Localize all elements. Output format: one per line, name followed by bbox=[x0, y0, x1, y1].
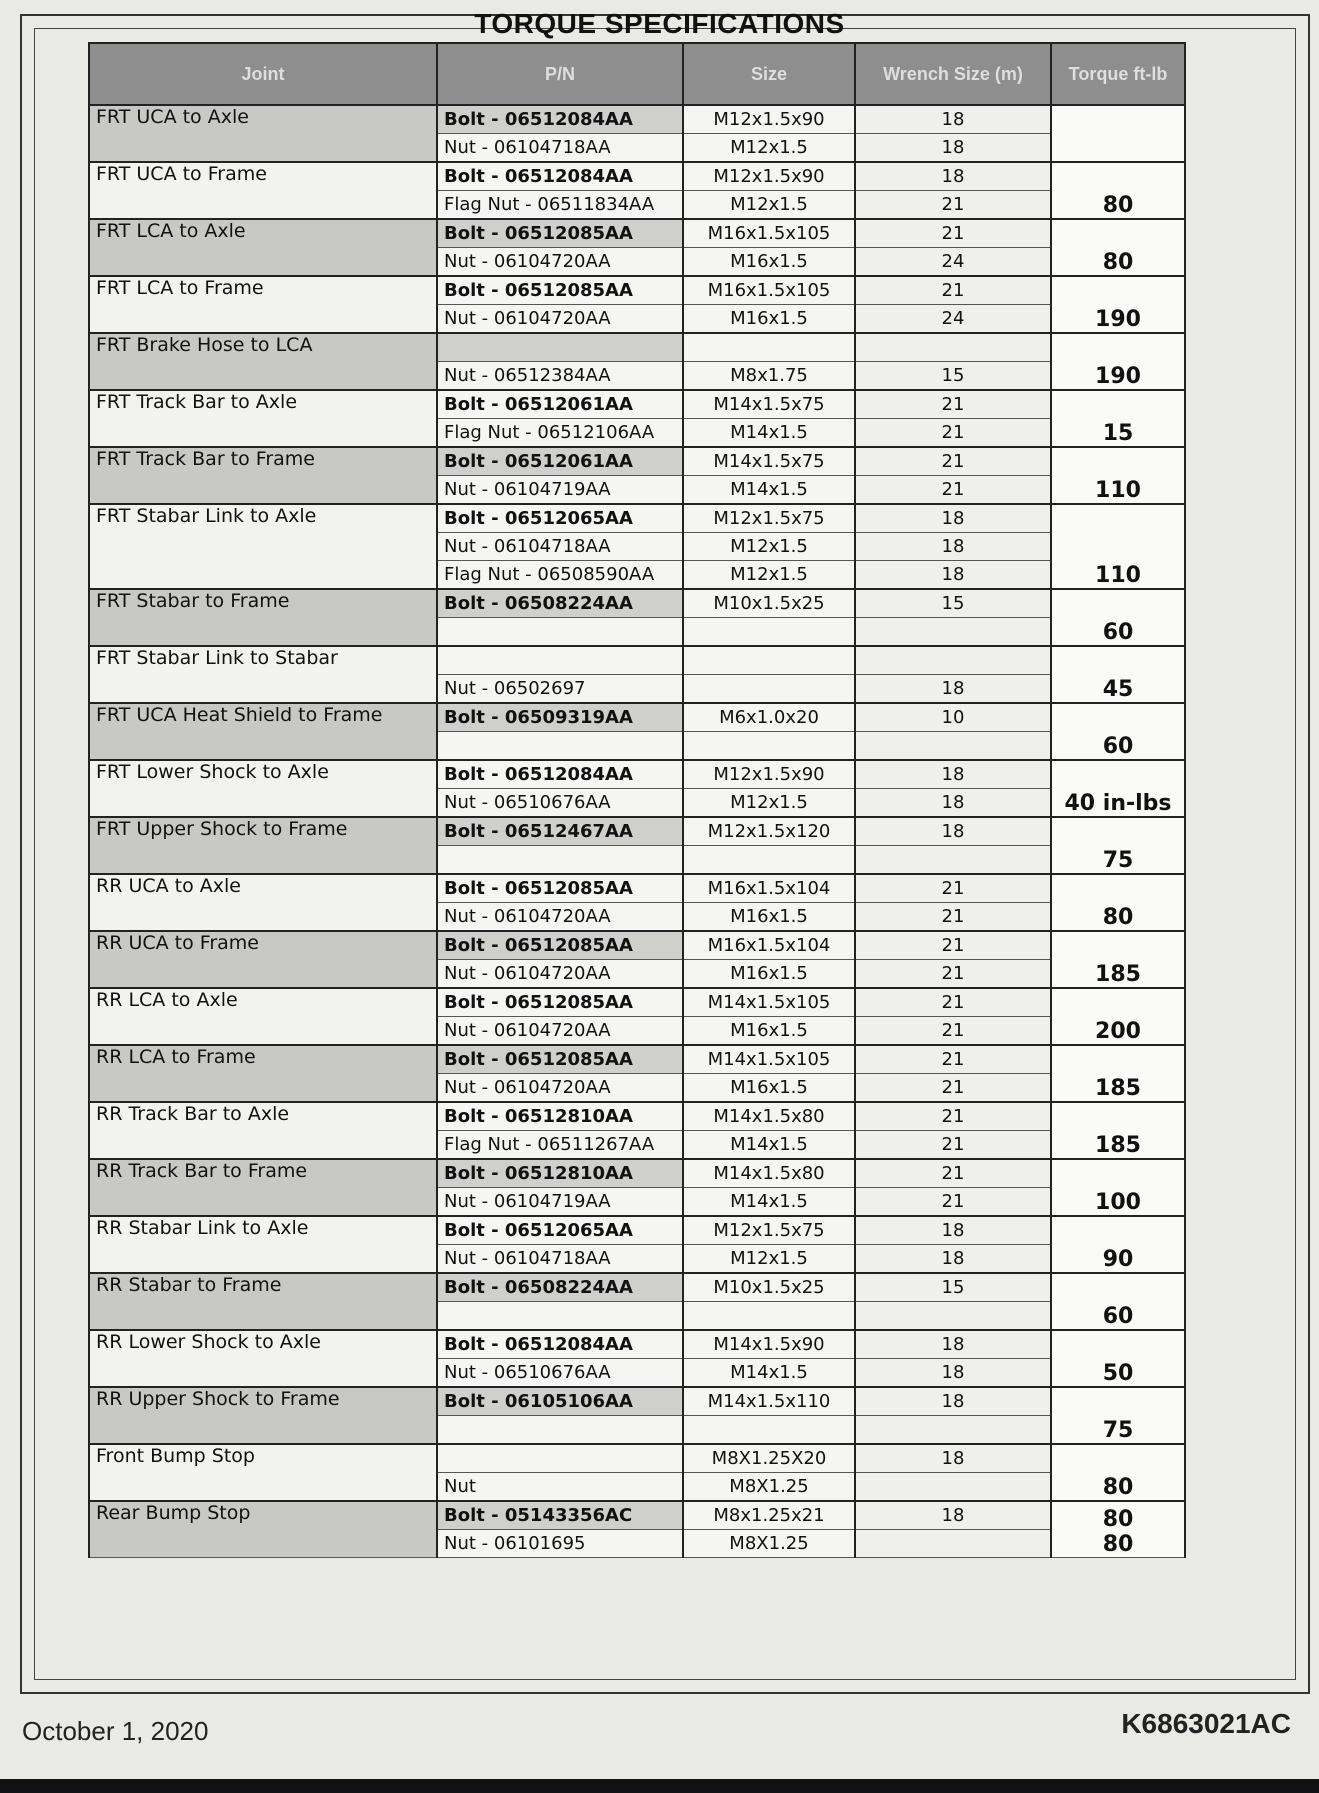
wrench-size: 18 bbox=[855, 162, 1051, 191]
wrench-size: 21 bbox=[855, 1074, 1051, 1103]
final-torque-value: 80 bbox=[1102, 1532, 1134, 1557]
wrench-size: 21 bbox=[855, 1159, 1051, 1188]
wrench-size bbox=[855, 1302, 1051, 1331]
part-number: Bolt - 06512467AA bbox=[437, 817, 683, 846]
fastener-size: M16x1.5 bbox=[683, 305, 855, 334]
wrench-size bbox=[855, 333, 1051, 362]
header-torque: Torque ft-lb bbox=[1051, 43, 1185, 105]
wrench-size bbox=[855, 646, 1051, 675]
part-number: Bolt - 06512085AA bbox=[437, 276, 683, 305]
wrench-size: 21 bbox=[855, 476, 1051, 505]
joint-name: FRT Brake Hose to LCA bbox=[89, 333, 437, 390]
wrench-size: 24 bbox=[855, 305, 1051, 334]
fastener-size: M16x1.5x105 bbox=[683, 276, 855, 305]
joint-name: RR LCA to Frame bbox=[89, 1045, 437, 1102]
torque-value: 80 bbox=[1051, 1444, 1185, 1501]
part-number: Bolt - 06512084AA bbox=[437, 105, 683, 134]
footer-date: October 1, 2020 bbox=[22, 1716, 209, 1746]
table-row bbox=[89, 988, 1185, 1017]
joint-name: RR Stabar Link to Axle bbox=[89, 1216, 437, 1273]
part-number: Nut - 06104718AA bbox=[437, 533, 683, 561]
wrench-size: 18 bbox=[855, 760, 1051, 789]
torque-value: 110 bbox=[1051, 447, 1185, 504]
fastener-size: M8x1.25x21 bbox=[683, 1501, 855, 1530]
fastener-size bbox=[683, 618, 855, 647]
fastener-size: M12x1.5x120 bbox=[683, 817, 855, 846]
wrench-size: 18 bbox=[855, 533, 1051, 561]
part-number: Bolt - 06512085AA bbox=[437, 931, 683, 960]
fastener-size: M16x1.5 bbox=[683, 248, 855, 277]
part-number: Bolt - 06512810AA bbox=[437, 1159, 683, 1188]
fastener-size: M16x1.5 bbox=[683, 903, 855, 932]
table-row bbox=[89, 1387, 1185, 1416]
joint-name: RR Upper Shock to Frame bbox=[89, 1387, 437, 1444]
fastener-size: M16x1.5x104 bbox=[683, 874, 855, 903]
wrench-size bbox=[855, 846, 1051, 875]
table-row bbox=[89, 1273, 1185, 1302]
part-number: Nut - 06502697 bbox=[437, 675, 683, 704]
torque-value: 80 bbox=[1051, 219, 1185, 276]
torque-value: 40 in-lbs bbox=[1051, 760, 1185, 817]
wrench-size: 21 bbox=[855, 988, 1051, 1017]
part-number: Nut - 06104720AA bbox=[437, 248, 683, 277]
wrench-size: 18 bbox=[855, 105, 1051, 134]
torque-value: 110 bbox=[1051, 504, 1185, 589]
fastener-size: M12x1.5 bbox=[683, 533, 855, 561]
header-row bbox=[89, 43, 1185, 105]
part-number bbox=[437, 333, 683, 362]
part-number: Bolt - 06512085AA bbox=[437, 874, 683, 903]
joint-name: RR Stabar to Frame bbox=[89, 1273, 437, 1330]
wrench-size: 21 bbox=[855, 276, 1051, 305]
table-row bbox=[89, 1045, 1185, 1074]
fastener-size: M14x1.5x105 bbox=[683, 988, 855, 1017]
table-body bbox=[89, 105, 1185, 1558]
part-number: Bolt - 06512084AA bbox=[437, 1330, 683, 1359]
wrench-size: 18 bbox=[855, 817, 1051, 846]
part-number: Bolt - 06508224AA bbox=[437, 1273, 683, 1302]
torque-value: 200 bbox=[1051, 988, 1185, 1045]
wrench-size: 21 bbox=[855, 1102, 1051, 1131]
part-number: Bolt - 06512065AA bbox=[437, 1216, 683, 1245]
part-number: Bolt - 05143356AC bbox=[437, 1501, 683, 1530]
fastener-size: M6x1.0x20 bbox=[683, 703, 855, 732]
wrench-size: 24 bbox=[855, 248, 1051, 277]
table-row bbox=[89, 1216, 1185, 1245]
part-number: Flag Nut - 06511267AA bbox=[437, 1131, 683, 1160]
part-number: Nut - 06104719AA bbox=[437, 476, 683, 505]
wrench-size: 21 bbox=[855, 390, 1051, 419]
fastener-size: M10x1.5x25 bbox=[683, 1273, 855, 1302]
part-number bbox=[437, 1416, 683, 1445]
joint-name: RR Lower Shock to Axle bbox=[89, 1330, 437, 1387]
fastener-size: M16x1.5x105 bbox=[683, 219, 855, 248]
wrench-size: 18 bbox=[855, 789, 1051, 818]
torque-value: 15 bbox=[1051, 390, 1185, 447]
fastener-size: M14x1.5x75 bbox=[683, 447, 855, 476]
fastener-size bbox=[683, 1416, 855, 1445]
fastener-size: M12x1.5 bbox=[683, 191, 855, 220]
table-row bbox=[89, 589, 1185, 618]
fastener-size bbox=[683, 1302, 855, 1331]
part-number: Bolt - 06105106AA bbox=[437, 1387, 683, 1416]
fastener-size bbox=[683, 732, 855, 761]
table-row bbox=[89, 1330, 1185, 1359]
torque-value: 75 bbox=[1051, 1387, 1185, 1444]
fastener-size: M8X1.25 bbox=[683, 1473, 855, 1502]
part-number: Nut - 06104720AA bbox=[437, 903, 683, 932]
torque-value: 185 bbox=[1051, 1045, 1185, 1102]
wrench-size: 15 bbox=[855, 589, 1051, 618]
wrench-size: 21 bbox=[855, 903, 1051, 932]
torque-value: 60 bbox=[1051, 589, 1185, 646]
fastener-size: M14x1.5x105 bbox=[683, 1045, 855, 1074]
wrench-size bbox=[855, 1473, 1051, 1502]
fastener-size: M14x1.5 bbox=[683, 419, 855, 448]
wrench-size: 18 bbox=[855, 675, 1051, 704]
fastener-size: M14x1.5x80 bbox=[683, 1159, 855, 1188]
torque-table bbox=[88, 42, 1186, 1558]
fastener-size: M12x1.5x90 bbox=[683, 105, 855, 134]
part-number: Nut - 06104720AA bbox=[437, 1074, 683, 1103]
page-title: TORQUE SPECIFICATIONS bbox=[474, 8, 845, 39]
part-number: Bolt - 06512810AA bbox=[437, 1102, 683, 1131]
header-pn: P/N bbox=[437, 43, 683, 105]
joint-name: FRT Lower Shock to Axle bbox=[89, 760, 437, 817]
fastener-size: M12x1.5 bbox=[683, 561, 855, 590]
torque-value: 100 bbox=[1051, 1159, 1185, 1216]
torque-value bbox=[1051, 105, 1185, 162]
wrench-size: 21 bbox=[855, 931, 1051, 960]
joint-name: RR UCA to Axle bbox=[89, 874, 437, 931]
part-number: Nut - 06512384AA bbox=[437, 362, 683, 391]
torque-value: 90 bbox=[1051, 1216, 1185, 1273]
wrench-size bbox=[855, 1416, 1051, 1445]
fastener-size: M12x1.5 bbox=[683, 1245, 855, 1274]
wrench-size: 15 bbox=[855, 362, 1051, 391]
part-number: Nut - 06104720AA bbox=[437, 960, 683, 989]
table-row bbox=[89, 390, 1185, 419]
wrench-size: 10 bbox=[855, 703, 1051, 732]
table-row bbox=[89, 1159, 1185, 1188]
table-row bbox=[89, 931, 1185, 960]
table-row bbox=[89, 162, 1185, 191]
header-size: Size bbox=[683, 43, 855, 105]
part-number: Nut - 06510676AA bbox=[437, 1359, 683, 1388]
joint-name: FRT Stabar Link to Axle bbox=[89, 504, 437, 589]
table-row bbox=[89, 646, 1185, 675]
fastener-size: M16x1.5 bbox=[683, 960, 855, 989]
joint-name: FRT Stabar Link to Stabar bbox=[89, 646, 437, 703]
torque-value: 80 bbox=[1051, 162, 1185, 219]
fastener-size: M14x1.5x80 bbox=[683, 1102, 855, 1131]
joint-name: FRT LCA to Axle bbox=[89, 219, 437, 276]
part-number: Bolt - 06512065AA bbox=[437, 504, 683, 533]
table-row bbox=[89, 219, 1185, 248]
joint-name: RR Track Bar to Axle bbox=[89, 1102, 437, 1159]
wrench-size: 18 bbox=[855, 1387, 1051, 1416]
torque-value: 190 bbox=[1051, 333, 1185, 390]
wrench-size: 21 bbox=[855, 219, 1051, 248]
wrench-size: 21 bbox=[855, 960, 1051, 989]
table-row bbox=[89, 1501, 1185, 1530]
part-number bbox=[437, 618, 683, 647]
fastener-size bbox=[683, 675, 855, 704]
fastener-size: M14x1.5x110 bbox=[683, 1387, 855, 1416]
wrench-size: 21 bbox=[855, 191, 1051, 220]
table-row bbox=[89, 504, 1185, 533]
fastener-size: M16x1.5 bbox=[683, 1017, 855, 1046]
joint-name: Front Bump Stop bbox=[89, 1444, 437, 1501]
torque-value: 60 bbox=[1051, 1273, 1185, 1330]
torque-value: 80 bbox=[1051, 874, 1185, 931]
part-number bbox=[437, 1302, 683, 1331]
fastener-size bbox=[683, 333, 855, 362]
part-number: Nut - 06104720AA bbox=[437, 1017, 683, 1046]
table-row bbox=[89, 333, 1185, 362]
torque-value: 80 80 bbox=[1051, 1501, 1185, 1558]
wrench-size: 21 bbox=[855, 1188, 1051, 1217]
fastener-size: M14x1.5 bbox=[683, 1131, 855, 1160]
table-row bbox=[89, 817, 1185, 846]
fastener-size: M12x1.5x90 bbox=[683, 760, 855, 789]
joint-name: FRT Track Bar to Axle bbox=[89, 390, 437, 447]
part-number: Flag Nut - 06512106AA bbox=[437, 419, 683, 448]
part-number: Nut - 06104718AA bbox=[437, 134, 683, 163]
fastener-size: M12x1.5x75 bbox=[683, 1216, 855, 1245]
wrench-size: 21 bbox=[855, 419, 1051, 448]
table-row bbox=[89, 276, 1185, 305]
fastener-size: M16x1.5 bbox=[683, 1074, 855, 1103]
torque-value: 50 bbox=[1051, 1330, 1185, 1387]
part-number bbox=[437, 646, 683, 675]
joint-name: FRT Stabar to Frame bbox=[89, 589, 437, 646]
fastener-size: M14x1.5 bbox=[683, 476, 855, 505]
torque-value: 75 bbox=[1051, 817, 1185, 874]
table-row bbox=[89, 447, 1185, 476]
part-number: Nut - 06104719AA bbox=[437, 1188, 683, 1217]
part-number: Flag Nut - 06511834AA bbox=[437, 191, 683, 220]
wrench-size: 18 bbox=[855, 561, 1051, 590]
fastener-size: M12x1.5 bbox=[683, 134, 855, 163]
part-number: Bolt - 06512084AA bbox=[437, 162, 683, 191]
part-number: Nut - 06104720AA bbox=[437, 305, 683, 334]
joint-name: RR Track Bar to Frame bbox=[89, 1159, 437, 1216]
part-number bbox=[437, 732, 683, 761]
wrench-size: 18 bbox=[855, 134, 1051, 163]
fastener-size: M12x1.5x90 bbox=[683, 162, 855, 191]
joint-name: RR UCA to Frame bbox=[89, 931, 437, 988]
wrench-size: 18 bbox=[855, 1216, 1051, 1245]
table-row bbox=[89, 1444, 1185, 1473]
part-number: Bolt - 06512061AA bbox=[437, 390, 683, 419]
part-number: Bolt - 06508224AA bbox=[437, 589, 683, 618]
wrench-size: 18 bbox=[855, 504, 1051, 533]
fastener-size: M12x1.5 bbox=[683, 789, 855, 818]
fastener-size: M8X1.25X20 bbox=[683, 1444, 855, 1473]
wrench-size bbox=[855, 732, 1051, 761]
torque-value: 185 bbox=[1051, 1102, 1185, 1159]
wrench-size: 21 bbox=[855, 1017, 1051, 1046]
wrench-size: 21 bbox=[855, 1131, 1051, 1160]
joint-name: FRT LCA to Frame bbox=[89, 276, 437, 333]
joint-name: FRT Track Bar to Frame bbox=[89, 447, 437, 504]
document-code: K6863021AC bbox=[1121, 1708, 1291, 1739]
table-row bbox=[89, 1102, 1185, 1131]
joint-name: Rear Bump Stop bbox=[89, 1501, 437, 1558]
table-row bbox=[89, 760, 1185, 789]
torque-value: 45 bbox=[1051, 646, 1185, 703]
fastener-size: M14x1.5 bbox=[683, 1359, 855, 1388]
wrench-size: 15 bbox=[855, 1273, 1051, 1302]
wrench-size bbox=[855, 1530, 1051, 1558]
wrench-size: 18 bbox=[855, 1245, 1051, 1274]
part-number bbox=[437, 846, 683, 875]
wrench-size: 18 bbox=[855, 1444, 1051, 1473]
torque-value: 60 bbox=[1051, 703, 1185, 760]
part-number: Bolt - 06512061AA bbox=[437, 447, 683, 476]
part-number: Bolt - 06512085AA bbox=[437, 219, 683, 248]
part-number: Flag Nut - 06508590AA bbox=[437, 561, 683, 590]
wrench-size: 21 bbox=[855, 447, 1051, 476]
wrench-size: 21 bbox=[855, 874, 1051, 903]
joint-name: FRT UCA to Frame bbox=[89, 162, 437, 219]
fastener-size: M14x1.5 bbox=[683, 1188, 855, 1217]
fastener-size: M10x1.5x25 bbox=[683, 589, 855, 618]
bottom-edge bbox=[0, 1779, 1319, 1793]
joint-name: FRT UCA Heat Shield to Frame bbox=[89, 703, 437, 760]
wrench-size: 18 bbox=[855, 1501, 1051, 1530]
fastener-size: M8x1.75 bbox=[683, 362, 855, 391]
wrench-size: 21 bbox=[855, 1045, 1051, 1074]
part-number: Nut bbox=[437, 1473, 683, 1502]
table-row bbox=[89, 874, 1185, 903]
fastener-size: M16x1.5x104 bbox=[683, 931, 855, 960]
joint-name: FRT UCA to Axle bbox=[89, 105, 437, 162]
header-wrench: Wrench Size (m) bbox=[855, 43, 1051, 105]
part-number: Nut - 06104718AA bbox=[437, 1245, 683, 1274]
torque-value: 185 bbox=[1051, 931, 1185, 988]
part-number: Bolt - 06512085AA bbox=[437, 1045, 683, 1074]
part-number bbox=[437, 1444, 683, 1473]
wrench-size: 18 bbox=[855, 1330, 1051, 1359]
wrench-size bbox=[855, 618, 1051, 647]
wrench-size: 18 bbox=[855, 1359, 1051, 1388]
joint-name: RR LCA to Axle bbox=[89, 988, 437, 1045]
table-row bbox=[89, 703, 1185, 732]
part-number: Bolt - 06509319AA bbox=[437, 703, 683, 732]
joint-name: FRT Upper Shock to Frame bbox=[89, 817, 437, 874]
table-row bbox=[89, 105, 1185, 134]
part-number: Bolt - 06512085AA bbox=[437, 988, 683, 1017]
part-number: Nut - 06510676AA bbox=[437, 789, 683, 818]
part-number: Bolt - 06512084AA bbox=[437, 760, 683, 789]
fastener-size: M8X1.25 bbox=[683, 1530, 855, 1558]
fastener-size bbox=[683, 846, 855, 875]
fastener-size: M14x1.5x90 bbox=[683, 1330, 855, 1359]
part-number: Nut - 06101695 bbox=[437, 1530, 683, 1558]
header-joint: Joint bbox=[89, 43, 437, 105]
fastener-size: M14x1.5x75 bbox=[683, 390, 855, 419]
fastener-size: M12x1.5x75 bbox=[683, 504, 855, 533]
fastener-size bbox=[683, 646, 855, 675]
torque-value: 190 bbox=[1051, 276, 1185, 333]
